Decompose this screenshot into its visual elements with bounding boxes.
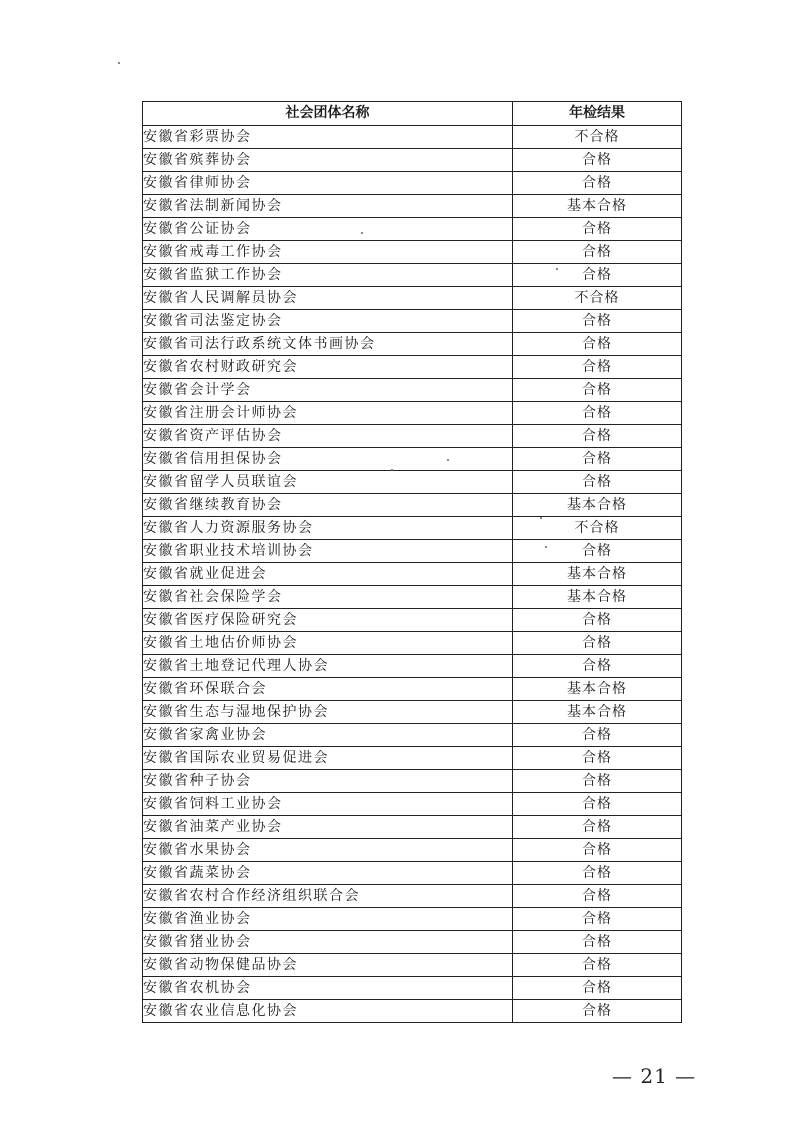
inspection-result-cell: 不合格 (513, 517, 682, 540)
org-name-cell: 安徽省渔业协会 (143, 908, 513, 931)
annual-inspection-table (142, 101, 682, 1023)
inspection-result-cell: 合格 (513, 218, 682, 241)
inspection-result-cell: 合格 (513, 333, 682, 356)
table-row (143, 195, 682, 218)
scan-speck (391, 469, 393, 471)
inspection-result-cell: 合格 (513, 770, 682, 793)
table-row (143, 954, 682, 977)
table-row (143, 977, 682, 1000)
org-name-cell: 安徽省人力资源服务协会 (143, 517, 513, 540)
org-name-cell: 安徽省彩票协会 (143, 126, 513, 149)
table-row (143, 908, 682, 931)
table-row (143, 701, 682, 724)
org-name-cell: 安徽省公证协会 (143, 218, 513, 241)
table-row (143, 839, 682, 862)
table-row (143, 448, 682, 471)
inspection-result-cell: 合格 (513, 908, 682, 931)
table-row (143, 655, 682, 678)
org-name-cell: 安徽省律师协会 (143, 172, 513, 195)
org-name-cell: 安徽省司法行政系统文体书画协会 (143, 333, 513, 356)
inspection-result-cell: 合格 (513, 379, 682, 402)
org-name-cell: 安徽省监狱工作协会 (143, 264, 513, 287)
table-row (143, 287, 682, 310)
inspection-result-cell: 合格 (513, 149, 682, 172)
table-row (143, 264, 682, 287)
org-name-cell: 安徽省社会保险学会 (143, 586, 513, 609)
inspection-result-cell: 不合格 (513, 287, 682, 310)
scan-speck (540, 517, 542, 519)
org-name-cell: 安徽省环保联合会 (143, 678, 513, 701)
org-name-cell: 安徽省继续教育协会 (143, 494, 513, 517)
inspection-result-cell: 合格 (513, 954, 682, 977)
org-name-cell: 安徽省生态与湿地保护协会 (143, 701, 513, 724)
org-name-cell: 安徽省职业技术培训协会 (143, 540, 513, 563)
inspection-result-cell: 合格 (513, 747, 682, 770)
org-name-cell: 安徽省土地登记代理人协会 (143, 655, 513, 678)
scan-speck (556, 268, 558, 270)
table-row (143, 379, 682, 402)
org-name-cell: 安徽省资产评估协会 (143, 425, 513, 448)
inspection-result-cell: 合格 (513, 402, 682, 425)
org-name-cell: 安徽省蔬菜协会 (143, 862, 513, 885)
org-name-cell: 安徽省戒毒工作协会 (143, 241, 513, 264)
table-row (143, 172, 682, 195)
org-name-cell: 安徽省动物保健品协会 (143, 954, 513, 977)
org-name-cell: 安徽省司法鉴定协会 (143, 310, 513, 333)
inspection-result-cell: 合格 (513, 471, 682, 494)
org-name-cell: 安徽省土地估价师协会 (143, 632, 513, 655)
inspection-result-cell: 合格 (513, 793, 682, 816)
org-name-cell: 安徽省农业信息化协会 (143, 1000, 513, 1023)
table-row (143, 471, 682, 494)
header-inspection-result: 年检结果 (513, 102, 682, 126)
scan-speck (118, 62, 120, 64)
header-org-name: 社会团体名称 (143, 102, 513, 126)
inspection-result-cell: 基本合格 (513, 195, 682, 218)
inspection-result-cell: 合格 (513, 241, 682, 264)
table-row (143, 356, 682, 379)
org-name-cell: 安徽省油菜产业协会 (143, 816, 513, 839)
inspection-result-cell: 合格 (513, 448, 682, 471)
table-row (143, 425, 682, 448)
inspection-result-cell: 合格 (513, 356, 682, 379)
inspection-result-cell: 合格 (513, 655, 682, 678)
table-header-row (143, 102, 682, 126)
org-name-cell: 安徽省留学人员联谊会 (143, 471, 513, 494)
org-name-cell: 安徽省信用担保协会 (143, 448, 513, 471)
inspection-result-cell: 合格 (513, 310, 682, 333)
table-row (143, 632, 682, 655)
inspection-result-cell: 基本合格 (513, 563, 682, 586)
inspection-result-cell: 基本合格 (513, 494, 682, 517)
inspection-result-cell: 合格 (513, 931, 682, 954)
inspection-result-cell: 合格 (513, 816, 682, 839)
table-row (143, 310, 682, 333)
inspection-result-cell: 合格 (513, 724, 682, 747)
org-name-cell: 安徽省就业促进会 (143, 563, 513, 586)
inspection-result-cell: 合格 (513, 1000, 682, 1023)
table-row (143, 563, 682, 586)
org-name-cell: 安徽省农村财政研究会 (143, 356, 513, 379)
table-row (143, 747, 682, 770)
org-name-cell: 安徽省种子协会 (143, 770, 513, 793)
scan-speck (447, 459, 449, 461)
scan-speck (545, 546, 547, 548)
inspection-result-cell: 合格 (513, 425, 682, 448)
table-row (143, 494, 682, 517)
table-row (143, 724, 682, 747)
org-name-cell: 安徽省水果协会 (143, 839, 513, 862)
org-name-cell: 安徽省国际农业贸易促进会 (143, 747, 513, 770)
table-row (143, 678, 682, 701)
inspection-result-cell: 基本合格 (513, 678, 682, 701)
table-row (143, 333, 682, 356)
table-row (143, 586, 682, 609)
org-name-cell: 安徽省人民调解员协会 (143, 287, 513, 310)
org-name-cell: 安徽省饲料工业协会 (143, 793, 513, 816)
page-number: — 21 — (612, 1064, 697, 1088)
org-name-cell: 安徽省猪业协会 (143, 931, 513, 954)
inspection-result-cell: 合格 (513, 839, 682, 862)
inspection-result-cell: 合格 (513, 264, 682, 287)
table-row (143, 793, 682, 816)
table-row (143, 149, 682, 172)
scan-speck (361, 232, 363, 234)
inspection-result-cell: 合格 (513, 540, 682, 563)
org-name-cell: 安徽省农机协会 (143, 977, 513, 1000)
table-row (143, 517, 682, 540)
org-name-cell: 安徽省农村合作经济组织联合会 (143, 885, 513, 908)
inspection-result-cell: 基本合格 (513, 586, 682, 609)
inspection-result-cell: 合格 (513, 632, 682, 655)
table-row (143, 241, 682, 264)
org-name-cell: 安徽省注册会计师协会 (143, 402, 513, 425)
inspection-result-cell: 合格 (513, 862, 682, 885)
inspection-result-cell: 合格 (513, 609, 682, 632)
org-name-cell: 安徽省家禽业协会 (143, 724, 513, 747)
org-name-cell: 安徽省会计学会 (143, 379, 513, 402)
inspection-result-cell: 合格 (513, 977, 682, 1000)
inspection-result-cell: 不合格 (513, 126, 682, 149)
table-row (143, 885, 682, 908)
inspection-result-cell: 基本合格 (513, 701, 682, 724)
table-row (143, 931, 682, 954)
table-row (143, 816, 682, 839)
table-row (143, 402, 682, 425)
org-name-cell: 安徽省医疗保险研究会 (143, 609, 513, 632)
table-row (143, 126, 682, 149)
table-row (143, 218, 682, 241)
table-body (143, 126, 682, 1023)
table-row (143, 609, 682, 632)
inspection-result-cell: 合格 (513, 172, 682, 195)
inspection-result-cell: 合格 (513, 885, 682, 908)
table-row (143, 862, 682, 885)
org-name-cell: 安徽省法制新闻协会 (143, 195, 513, 218)
org-name-cell: 安徽省殡葬协会 (143, 149, 513, 172)
table-row (143, 770, 682, 793)
table-row (143, 540, 682, 563)
table-row (143, 1000, 682, 1023)
